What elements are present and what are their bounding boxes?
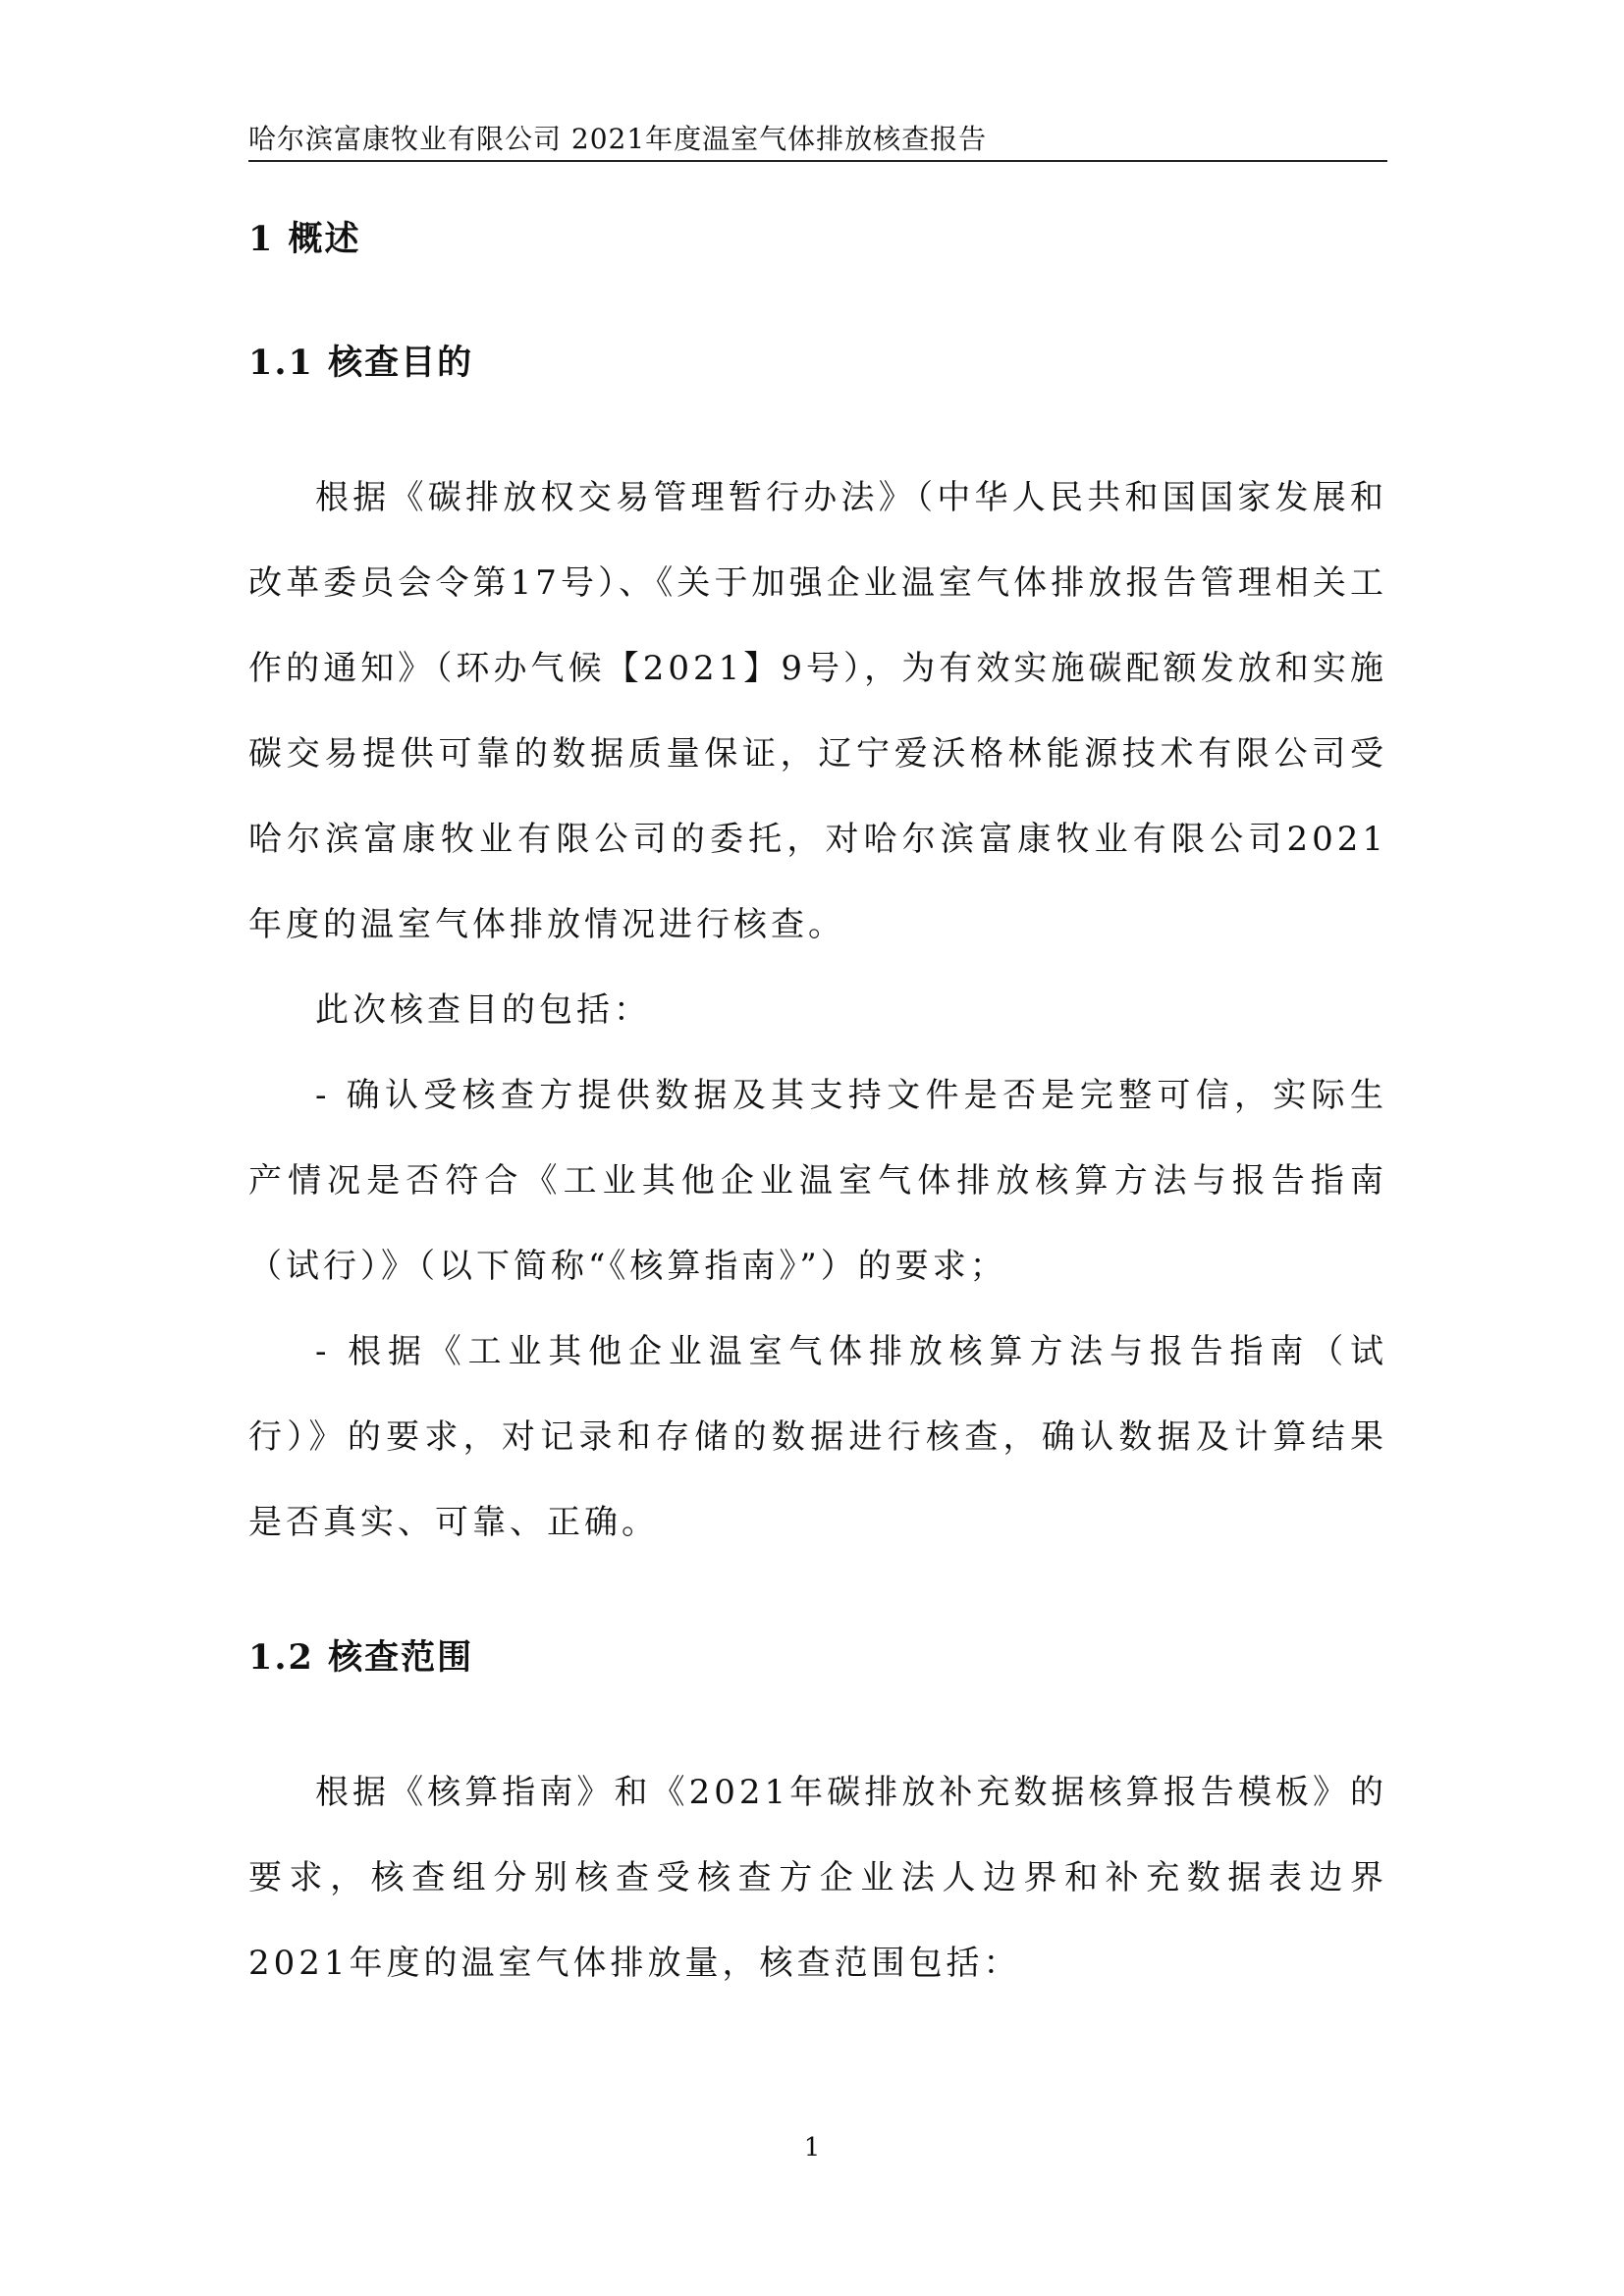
running-header: 哈尔滨富康牧业有限公司 2021年度温室气体排放核查报告	[248, 123, 988, 155]
page-number: 1	[803, 2133, 821, 2163]
page-content	[248, 208, 1387, 2006]
paragraph-scope: 根据《核算指南》和《2021年碳排放补充数据核算报告模板》的要求，核查组分别核查受核查方企业法人边界和补充数据表边界2021年度的温室气体排放量，核查范围包括：	[248, 1773, 1387, 1983]
spacer	[248, 1689, 1387, 1750]
subsection-heading-scope: 1.2 核查范围	[248, 1637, 474, 1678]
subsection-heading-purpose: 1.1 核查目的	[248, 343, 474, 383]
spacer	[248, 1566, 1387, 1627]
paragraph-purpose-basis: 根据《碳排放权交易管理暂行办法》（中华人民共和国国家发展和改革委员会令第17号）、《关于加强企业温室气体排放报告管理相关工作的通知》（环办气候【2021】9号），为有效实施碳配额发放和实施碳交易提供可靠的数据质量保证，辽宁爱沃格林能源技术有限公司受哈尔滨富康牧业有限公司的委托，对哈尔滨富康牧业有限公司2021年度的温室气体排放情况进行核查。	[248, 478, 1387, 944]
paragraph-purpose-item-2: - 根据《工业其他企业温室气体排放核算方法与报告指南（试行）》的要求，对记录和存储的数据进行核查，确认数据及计算结果是否真实、可靠、正确。	[248, 1332, 1387, 1542]
section-heading-overview: 1 概述	[248, 219, 361, 259]
header-rule	[248, 160, 1387, 162]
spacer	[248, 395, 1387, 455]
spacer	[248, 271, 1387, 332]
paragraph-purpose-intro: 此次核查目的包括：	[315, 990, 651, 1030]
paragraph-purpose-item-1: - 确认受核查方提供数据及其支持文件是否是完整可信，实际生产情况是否符合《工业其他企业温室气体排放核算方法与报告指南（试行）》（以下简称“《核算指南》”）的要求；	[248, 1076, 1387, 1286]
